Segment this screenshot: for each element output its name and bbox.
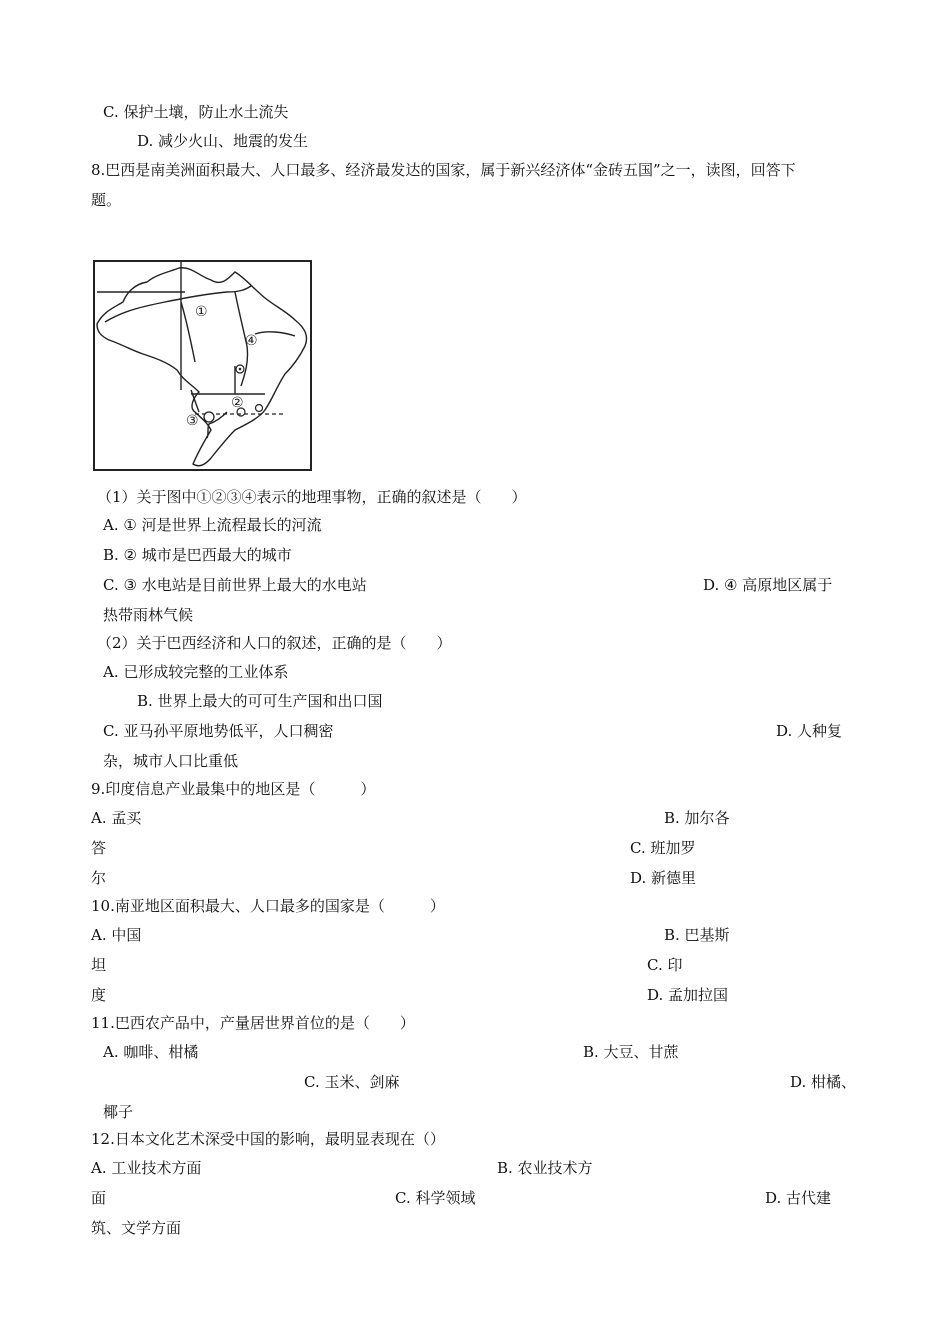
q12-option-d-wrap: 筑、文学方面: [91, 1219, 182, 1237]
q7-option-d: D. 减少火山、地震的发生: [137, 132, 309, 150]
q12-option-d: D. 古代建: [765, 1189, 832, 1207]
q8-sub2-stem: （2）关于巴西经济和人口的叙述，正确的是（ ）: [97, 634, 452, 652]
q11-option-c: C. 玉米、剑麻: [304, 1073, 400, 1091]
city-marker: [256, 405, 263, 412]
map-label-2: ②: [231, 395, 244, 411]
brazil-map-drawing: [95, 262, 310, 469]
map-label-4: ④: [245, 333, 258, 349]
q8-stem: 8.巴西是南美洲面积最大、人口最多、经济最发达的国家，属于新兴经济体“金砖五国”之一，读图，回答下: [91, 161, 796, 179]
q8-sub2-option-a: A. 已形成较完整的工业体系: [103, 663, 289, 681]
q10-option-c: C. 印: [647, 956, 683, 974]
q11-stem: 11.巴西农产品中，产量居世界首位的是（ ）: [91, 1014, 415, 1032]
q9-option-b-wrap: 答: [91, 839, 107, 857]
q8-sub1-option-c: C. ③ 水电站是目前世界上最大的水电站: [103, 576, 367, 594]
q9-stem: 9.印度信息产业最集中的地区是（ ）: [91, 780, 376, 798]
q8-stem-wrap: 题。: [91, 191, 122, 209]
q11-option-a: A. 咖啡、柑橘: [103, 1043, 199, 1061]
q10-option-d: D. 孟加拉国: [647, 986, 729, 1004]
q10-option-b-wrap: 坦: [91, 956, 107, 974]
q11-option-b: B. 大豆、甘蔗: [583, 1043, 679, 1061]
q12-option-a: A. 工业技术方面: [91, 1159, 202, 1177]
q10-stem: 10.南亚地区面积最大、人口最多的国家是（ ）: [91, 897, 445, 915]
q9-option-c: C. 班加罗: [630, 839, 696, 857]
brazil-outline: [97, 268, 307, 466]
map-label-1: ①: [195, 304, 208, 320]
q7-option-c: C. 保护土壤，防止水土流失: [103, 103, 289, 121]
q8-sub2-option-d: D. 人种复: [776, 722, 843, 740]
power-station-marker: [204, 412, 214, 422]
q9-option-a: A. 孟买: [91, 809, 142, 827]
q10-option-c-wrap: 度: [91, 986, 107, 1004]
q9-option-c-wrap: 尔: [91, 869, 107, 887]
q12-option-b: B. 农业技术方: [497, 1159, 593, 1177]
q12-stem: 12.日本文化艺术深受中国的影响，最明显表现在（）: [91, 1130, 445, 1148]
q8-sub1-option-d: D. ④ 高原地区属于: [703, 576, 833, 594]
q9-option-b: B. 加尔各: [664, 809, 730, 827]
q11-option-d: D. 柑橘、: [790, 1073, 857, 1091]
q8-sub1-option-b: B. ② 城市是巴西最大的城市: [103, 546, 292, 564]
q8-sub1-stem: （1）关于图中①②③④表示的地理事物，正确的叙述是（ ）: [97, 488, 527, 506]
tributary-line: [181, 302, 195, 362]
q8-sub2-option-b: B. 世界上最大的可可生产国和出口国: [137, 692, 383, 710]
q12-option-b-wrap: 面: [91, 1189, 107, 1207]
q9-option-d: D. 新德里: [630, 869, 697, 887]
q10-option-a: A. 中国: [91, 926, 142, 944]
map-label-3: ③: [186, 413, 199, 429]
q8-sub1-option-d-wrap: 热带雨林气候: [103, 606, 194, 624]
border-line: [255, 332, 295, 336]
q10-option-b: B. 巴基斯: [664, 926, 730, 944]
q8-sub2-option-d-wrap: 杂，城市人口比重低: [103, 752, 239, 770]
q11-option-d-wrap: 椰子: [103, 1103, 134, 1121]
q8-sub1-option-a: A. ① 河是世界上流程最长的河流: [103, 516, 322, 534]
q8-sub2-option-c: C. 亚马孙平原地势低平，人口稠密: [103, 722, 334, 740]
q12-option-c: C. 科学领域: [395, 1189, 476, 1207]
brazil-map: [93, 260, 312, 471]
